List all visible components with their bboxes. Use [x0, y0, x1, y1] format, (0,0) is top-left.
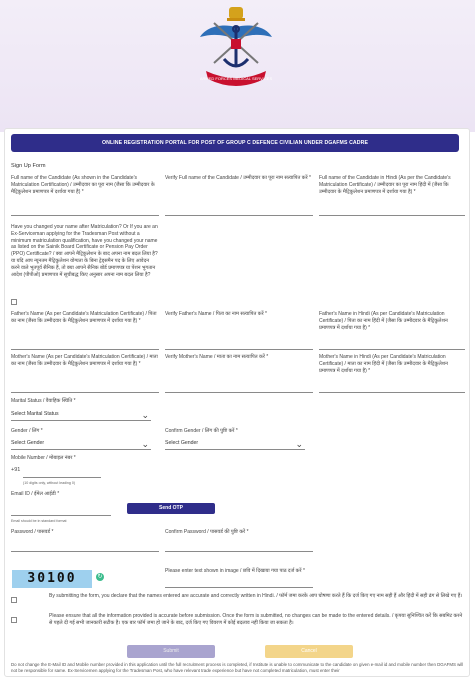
verify-full-name-input[interactable] — [165, 215, 313, 216]
gender-label: Gender / लिंग * — [11, 428, 43, 434]
send-otp-button[interactable]: Send OTP — [127, 503, 215, 514]
verify-mother-name-label: Verify Mother's Name / माता का नाम सत्यापित करें * — [165, 354, 269, 360]
email-hint: Email should be in standard format — [11, 519, 67, 523]
afms-emblem-logo — [196, 5, 276, 95]
email-label: Email ID / ईमेल आईडी * — [11, 491, 60, 497]
mobile-input[interactable] — [23, 477, 101, 478]
confirm-password-label: Confirm Password / पासवर्ड की पुष्टि करें * — [165, 529, 249, 535]
verify-full-name-label: Verify Full name of the Candidate / उम्मीदवार का पूरा नाम सत्यापित करें * — [165, 175, 311, 181]
footer-note: Do not change the E-Mail ID and Mobile number provided in this application until the full recruitment process is completed, if Institute is unable to communicate to the candidate on given e-mail id and mobile number then DGAFMS will not be responsible for same. Ex-Servicemen applying for the Tradesman Post, who have relevant trade experience but have not completed matriculation, must enter their — [11, 662, 464, 673]
cancel-button[interactable]: Cancel — [265, 645, 353, 658]
chevron-down-icon: ⌄ — [295, 439, 303, 449]
mother-name-hindi-input[interactable] — [319, 392, 465, 393]
father-name-hindi-input[interactable] — [319, 349, 465, 350]
password-input[interactable] — [11, 551, 159, 552]
full-name-hindi-input[interactable] — [319, 215, 465, 216]
captcha-image: 30100 — [12, 570, 92, 588]
mobile-label: Mobile Number / मोबाइल नंबर * — [11, 455, 76, 461]
confirm-gender-value: Select Gender — [165, 440, 199, 446]
chevron-down-icon: ⌄ — [141, 439, 149, 449]
confirm-password-input[interactable] — [165, 551, 313, 552]
full-name-input[interactable] — [11, 215, 159, 216]
verify-father-name-label: Verify Father's Name / पिता का नाम सत्यापित करें * — [165, 311, 267, 317]
name-changed-question: Have you changed your name after Matriculation? Or If you are an Ex-Serviceman applying for the Tradesman Post without a minimum matriculation qualification, have you changed your name as listed on the Sainik Board Certificate or Pension Pay Order (PPO) Certificate? / क्या आपने मैट्रिकुलेशन के बाद अपना नाम बदल लिया है? या यदि आप न्यूनतम मैट्रिकुलेशन योग्यता के बिना ट्रेड्समैन पद के लिए आवेदन करने वाले भूतपूर्व सैनिक हैं, तो क्या आपने सैनिक बोर्ड प्रमाणपत्र या पेंशन भुगतान आदेश (पीपीओ) प्रमाणपत्र में सूचीबद्ध किए अनुसार अपना नाम बदल लिया है? — [11, 224, 158, 278]
name-changed-checkbox[interactable] — [11, 299, 17, 305]
password-label: Password / पासवर्ड * — [11, 529, 54, 535]
verify-mother-name-input[interactable] — [165, 392, 313, 393]
submit-button[interactable]: Submit — [127, 645, 215, 658]
gender-select[interactable] — [11, 437, 151, 450]
signup-form-card — [4, 128, 470, 677]
chevron-down-icon: ⌄ — [141, 410, 149, 420]
mobile-prefix: +91 — [11, 467, 21, 473]
email-input[interactable] — [11, 515, 111, 516]
confirm-gender-label: Confirm Gender / लिंग की पुष्टि करें * — [165, 428, 238, 434]
marital-status-select[interactable] — [11, 408, 151, 421]
captcha-label: Please enter text shown in image / छवि में दिखाया गया पाठ दर्ज करें * — [165, 568, 305, 574]
father-name-input[interactable] — [11, 349, 159, 350]
mother-name-label: Mother's Name (As per Candidate's Matriculation Certificate) / माता का नाम (जैसा कि उम्मीदवार के मैट्रिकुलेशन प्रमाणपत्र में दर्शाया गया है) * — [11, 354, 158, 367]
declaration-info-text: Please ensure that all the information provided is accurate before submission. Once the form is submitted, no changes can be made to the entered details. / कृपया सुनिश्चित करें कि सबमिट करने से पहले दी गई सभी जानकारी सटीक है। एक बार फॉर्म जमा हो जाने के बाद, दर्ज किए गए विवरण में कोई बदलाव नहीं किया जा सकता है। — [49, 613, 463, 626]
mother-name-input[interactable] — [11, 392, 159, 393]
full-name-hindi-label: Full name of the Candidate in Hindi (As per the Candidate's Matriculation Certificate) / उम्मीदवार का पूरा नाम हिंदी में (जैसा कि उम्मीदवार के मैट्रिकुलेशन प्रमाणपत्र में दर्शाया गया है) * — [319, 175, 451, 195]
gender-value: Select Gender — [11, 440, 45, 446]
mother-name-hindi-label: Mother's Name in Hindi (As per Candidate's Matriculation Certificate) / माता का नाम हिंदी में (जैसा कि उम्मीदवार के मैट्रिकुलेशन प्रमाणपत्र में दर्शाया गया है) * — [319, 354, 448, 374]
marital-status-value: Select Marital Status — [11, 411, 59, 417]
verify-father-name-input[interactable] — [165, 349, 313, 350]
form-title: Sign Up Form — [11, 163, 46, 169]
marital-status-label: Marital Status / वैवाहिक स्थिति * — [11, 398, 76, 404]
emblem-text: ARMED FORCES MEDICAL SERVICES — [199, 76, 273, 81]
full-name-label: Full name of the Candidate (As shown in the Candidate's Matriculation Certification) / उम्मीदवार का पूरा नाम (जैसा कि उम्मीदवार के मैट्रिकुलेशन प्रमाणपत्र में दर्शाया गया है) * — [11, 175, 155, 195]
declaration-info-checkbox[interactable] — [11, 617, 17, 623]
captcha-input[interactable] — [165, 587, 313, 588]
father-name-hindi-label: Father's Name in Hindi (As per Candidate's Matriculation Certificate) / पिता का नाम हिंदी में (जैसा कि उम्मीदवार के मैट्रिकुलेशन प्रमाणपत्र में दर्शाया गया है) * — [319, 311, 448, 331]
portal-title-banner: ONLINE REGISTRATION PORTAL FOR POST OF GROUP C DEFENCE CIVILIAN UNDER DGAFMS CADRE — [11, 134, 459, 152]
confirm-gender-select[interactable] — [165, 437, 305, 450]
declaration-names-checkbox[interactable] — [11, 597, 17, 603]
mobile-hint: (10 digits only, without leading 0) — [23, 481, 76, 485]
declaration-names-text: By submitting the form, you declare that the names entered are accurate and correctly written in Hindi. / फॉर्म जमा करके आप घोषणा करते हैं कि दर्ज किए गए नाम सही हैं और हिंदी में सही ढंग से लिखे गए हैं। — [49, 593, 463, 599]
father-name-label: Father's Name (As per Candidate's Matriculation Certificate) / पिता का नाम (जैसा कि उम्मीदवार के मैट्रिकुलेशन प्रमाणपत्र में दर्शाया गया है) * — [11, 311, 157, 324]
refresh-captcha-icon[interactable]: ↻ — [97, 574, 103, 580]
